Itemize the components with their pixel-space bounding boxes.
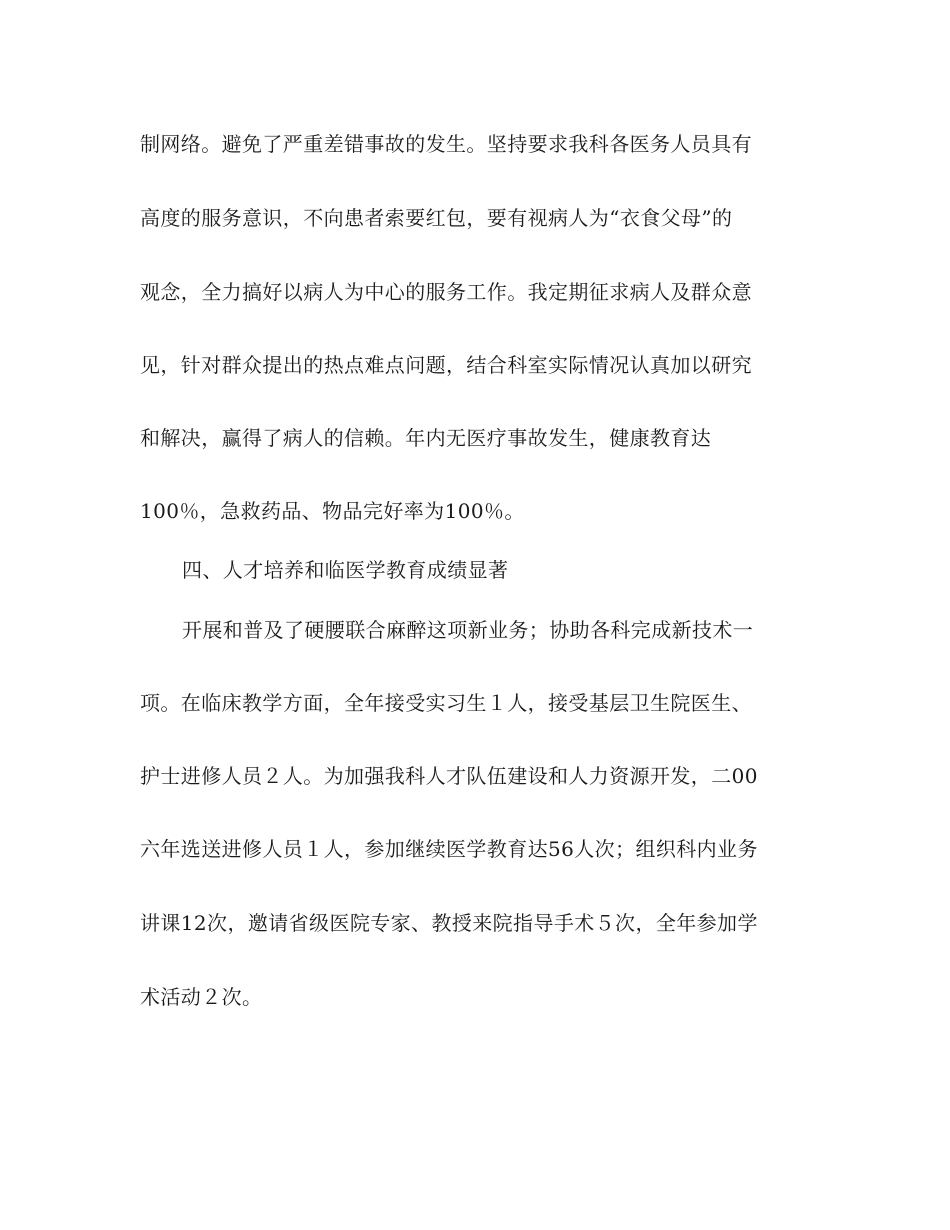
paragraph-line: 开展和普及了硬腰联合麻醉这项新业务；协助各科完成新技术一 bbox=[182, 618, 754, 642]
paragraph-line: 见，针对群众提出的热点难点问题，结合科室实际情况认真加以研究 bbox=[140, 353, 752, 377]
paragraph-line: 100％，急救药品、物品完好率为100％。 bbox=[140, 499, 525, 523]
paragraph-line: 制网络。避免了严重差错事故的发生。坚持要求我科各医务人员具有 bbox=[140, 132, 752, 156]
paragraph-line: 护士进修人员２人。为加强我科人才队伍建设和人力资源开发，二00 bbox=[140, 764, 758, 788]
section-heading: 四、人才培养和临医学教育成绩显著 bbox=[182, 558, 509, 582]
paragraph-line: 术活动２次。 bbox=[140, 985, 263, 1009]
paragraph-line: 项。在临床教学方面，全年接受实习生１人，接受基层卫生院医生、 bbox=[140, 691, 752, 715]
paragraph-line: 讲课12次，邀请省级医院专家、教授来院指导手术５次，全年参加学 bbox=[140, 911, 758, 935]
paragraph-line: 六年选送进修人员１人，参加继续医学教育达56人次；组织科内业务 bbox=[140, 837, 758, 861]
paragraph-line: 高度的服务意识，不向患者索要红包，要有视病人为“衣食父母”的 bbox=[140, 206, 733, 230]
paragraph-line: 观念，全力搞好以病人为中心的服务工作。我定期征求病人及群众意 bbox=[140, 280, 752, 304]
paragraph-line: 和解决，赢得了病人的信赖。年内无医疗事故发生，健康教育达 bbox=[140, 426, 712, 450]
